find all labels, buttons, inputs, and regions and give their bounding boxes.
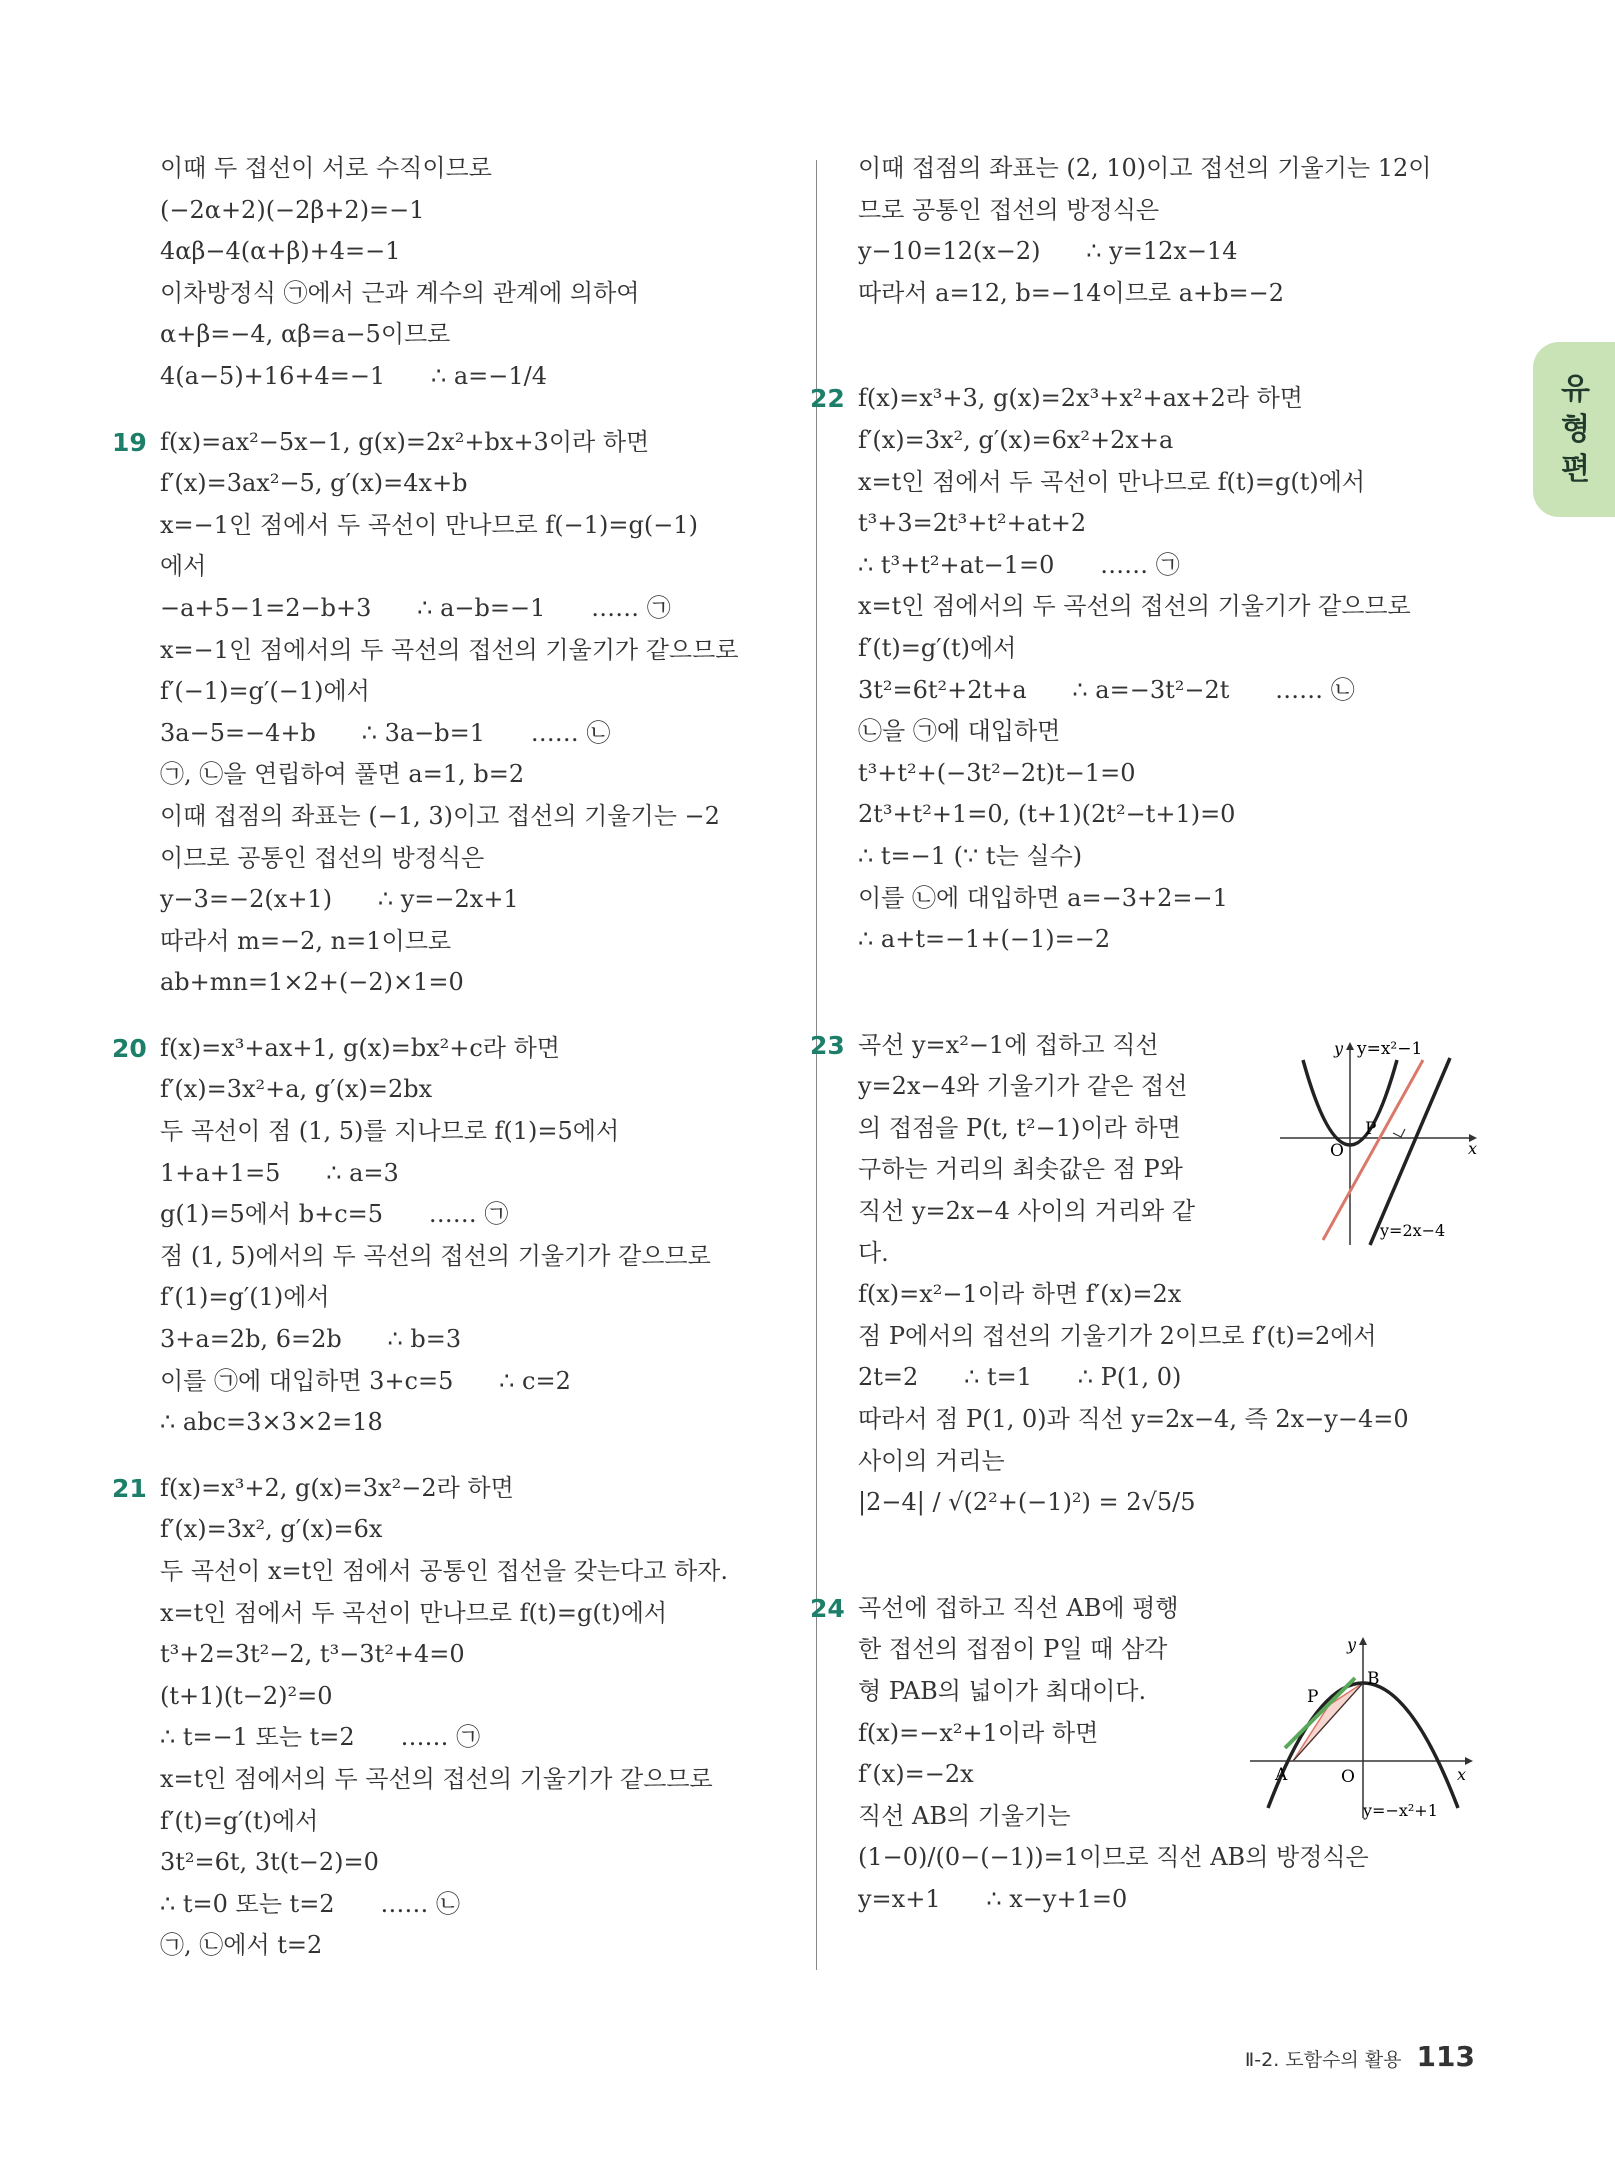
text-line: ㉠, ㉡을 연립하여 풀면 a=1, b=2	[160, 760, 525, 789]
text-line: f(x)=−x²+1이라 하면	[858, 1718, 1099, 1747]
figure-problem-24	[1245, 1628, 1490, 1828]
text-line: 이를 ㉡에 대입하면 a=−3+2=−1	[858, 883, 1228, 912]
text-line: 두 곡선이 점 (1, 5)를 지나므로 f(1)=5에서	[160, 1117, 620, 1146]
text-line: ∴ abc=3×3×2=18	[160, 1408, 383, 1437]
origin-label: O	[1341, 1767, 1355, 1787]
section-tab-label: 유형편	[1561, 372, 1590, 487]
text-line: t³+t²+(−3t²−2t)t−1=0	[858, 758, 1136, 787]
text-line: f′(t)=g′(t)에서	[160, 1806, 319, 1835]
text-line: f(x)=x²−1이라 하면 f′(x)=2x	[858, 1280, 1182, 1309]
text-line: (−2α+2)(−2β+2)=−1	[160, 195, 425, 224]
line-label: y=2x−4	[1380, 1221, 1446, 1240]
problem-number: 22	[810, 384, 845, 414]
x-axis-label: x	[1457, 1765, 1467, 1784]
text-line: f′(1)=g′(1)에서	[160, 1283, 330, 1312]
problem-continued-right	[858, 148, 1498, 314]
text-line: 이므로 공통인 접선의 방정식은	[160, 843, 485, 872]
text-line: 이를 ㉠에 대입하면 3+c=5 ∴ c=2	[160, 1366, 571, 1395]
text-line: f′(x)=3ax²−5, g′(x)=4x+b	[160, 469, 468, 498]
text-line: 의 접점을 P(t, t²−1)이라 하면	[858, 1113, 1181, 1142]
text-line: α+β=−4, αβ=a−5이므로	[160, 320, 451, 349]
point-p-label: P	[1307, 1687, 1319, 1707]
text-line: f(x)=x³+2, g(x)=3x²−2라 하면	[160, 1473, 514, 1502]
text-line: x=t인 점에서 두 곡선이 만나므로 f(t)=g(t)에서	[160, 1598, 668, 1627]
text-line: 이때 두 접선이 서로 수직이므로	[160, 154, 492, 182]
text-line: 3t²=6t²+2t+a ∴ a=−3t²−2t …… ㉡	[858, 675, 1355, 704]
text-line: 따라서 점 P(1, 0)과 직선 y=2x−4, 즉 2x−y−4=0	[858, 1405, 1409, 1434]
text-line: 점 (1, 5)에서의 두 곡선의 접선의 기울기가 같으므로	[160, 1241, 711, 1270]
text-line: ㉡을 ㉠에 대입하면	[858, 717, 1061, 746]
curve-label: y=x²−1	[1357, 1039, 1423, 1059]
tangent-line	[1285, 1678, 1355, 1748]
y-axis-arrow-icon	[1346, 1042, 1354, 1050]
text-line: 점 P에서의 접선의 기울기가 2이므로 f′(t)=2에서	[858, 1321, 1377, 1350]
point-b-label: B	[1367, 1669, 1380, 1689]
text-line: |2−4| / √(2²+(−1)²) = 2√5/5	[858, 1488, 1196, 1517]
text-line: g(1)=5에서 b+c=5 …… ㉠	[160, 1200, 509, 1229]
text-line: f′(−1)=g′(−1)에서	[160, 677, 370, 706]
text-line: 므로 공통인 접선의 방정식은	[858, 195, 1160, 224]
point-p-label: P	[1365, 1119, 1377, 1139]
text-line: t³+2=3t²−2, t³−3t²+4=0	[160, 1640, 465, 1669]
problem-21	[112, 1468, 800, 1967]
text-line: 에서	[160, 552, 207, 581]
origin-label: O	[1330, 1141, 1344, 1161]
left-column	[112, 148, 800, 1967]
text-line: 직선 y=2x−4 사이의 거리와 같	[858, 1197, 1196, 1226]
text-line: ∴ t=−1 또는 t=2 …… ㉠	[160, 1723, 481, 1752]
text-line: ∴ t³+t²+at−1=0 …… ㉠	[858, 550, 1180, 579]
text-line: 이때 접점의 좌표는 (2, 10)이고 접선의 기울기는 12이	[858, 154, 1432, 182]
text-line: 따라서 a=12, b=−14이므로 a+b=−2	[858, 278, 1284, 307]
text-line: x=−1인 점에서 두 곡선이 만나므로 f(−1)=g(−1)	[160, 510, 698, 539]
text-line: 곡선 y=x²−1에 접하고 직선	[858, 1030, 1159, 1059]
problem-19	[112, 422, 800, 1004]
page-footer	[1245, 2040, 1475, 2073]
problem-number: 23	[810, 1030, 845, 1060]
text-line: 한 접선의 접점이 P일 때 삼각	[858, 1635, 1168, 1664]
y-axis-label: y	[1347, 1635, 1357, 1654]
text-line: 직선 AB의 기울기는	[858, 1801, 1071, 1830]
problem-number: 19	[112, 427, 147, 457]
text-line: y=2x−4와 기울기가 같은 접선	[858, 1072, 1188, 1101]
text-line: ∴ a+t=−1+(−1)=−2	[858, 925, 1111, 954]
y-axis-arrow-icon	[1359, 1637, 1367, 1645]
footer-section: Ⅱ-2. 도함수의 활용	[1244, 2049, 1402, 2071]
section-tab	[1533, 342, 1615, 517]
text-line: f(x)=x³+ax+1, g(x)=bx²+c라 하면	[160, 1033, 560, 1062]
text-line: 형 PAB의 넓이가 최대이다.	[858, 1677, 1147, 1705]
text-line: −a+5−1=2−b+3 ∴ a−b=−1 …… ㉠	[160, 593, 671, 622]
text-line: 따라서 m=−2, n=1이므로	[160, 926, 452, 955]
text-line: f′(x)=3x², g′(x)=6x²+2x+a	[858, 425, 1174, 454]
figure-problem-23	[1275, 1030, 1485, 1255]
text-line: 4(a−5)+16+4=−1 ∴ a=−1/4	[160, 361, 548, 390]
text-line: x=t인 점에서 두 곡선이 만나므로 f(t)=g(t)에서	[858, 467, 1366, 496]
text-line: y−3=−2(x+1) ∴ y=−2x+1	[160, 885, 519, 914]
problem-number: 21	[112, 1473, 147, 1503]
text-line: ㉠, ㉡에서 t=2	[160, 1931, 323, 1960]
text-line: 두 곡선이 x=t인 점에서 공통인 접선을 갖는다고 하자.	[160, 1557, 728, 1585]
problem-continued-left	[160, 148, 800, 398]
text-line: x=t인 점에서의 두 곡선의 접선의 기울기가 같으므로	[160, 1764, 713, 1793]
page-number: 113	[1416, 2040, 1475, 2073]
curve-label: y=−x²+1	[1363, 1801, 1438, 1820]
text-line: f(x)=ax²−5x−1, g(x)=2x²+bx+3이라 하면	[160, 427, 650, 456]
problem-number: 20	[112, 1033, 147, 1063]
text-line: 사이의 거리는	[858, 1446, 1005, 1475]
point-a-label: A	[1275, 1765, 1288, 1785]
text-line: f′(x)=−2x	[858, 1760, 974, 1789]
text-line: f(x)=x³+3, g(x)=2x³+x²+ax+2라 하면	[858, 384, 1303, 413]
text-line: ab+mn=1×2+(−2)×1=0	[160, 968, 464, 997]
text-line: 3a−5=−4+b ∴ 3a−b=1 …… ㉡	[160, 718, 611, 747]
text-line: 1+a+1=5 ∴ a=3	[160, 1158, 399, 1187]
text-line: 이차방정식 ㉠에서 근과 계수의 관계에 의하여	[160, 278, 640, 307]
text-line: (t+1)(t−2)²=0	[160, 1681, 333, 1710]
text-line: y=x+1 ∴ x−y+1=0	[858, 1884, 1128, 1913]
problem-number: 24	[810, 1593, 845, 1623]
text-line: f′(x)=3x²+a, g′(x)=2bx	[160, 1075, 433, 1104]
x-axis-arrow-icon	[1465, 1757, 1473, 1765]
text-line: x=−1인 점에서의 두 곡선의 접선의 기울기가 같으므로	[160, 635, 739, 664]
problem-20	[112, 1028, 800, 1444]
text-line: f′(t)=g′(t)에서	[858, 633, 1017, 662]
text-line: 3t²=6t, 3t(t−2)=0	[160, 1848, 379, 1877]
text-line: 2t=2 ∴ t=1 ∴ P(1, 0)	[858, 1363, 1182, 1392]
text-line: t³+3=2t³+t²+at+2	[858, 509, 1087, 538]
text-line: f′(x)=3x², g′(x)=6x	[160, 1515, 383, 1544]
text-line: 2t³+t²+1=0, (t+1)(2t²−t+1)=0	[858, 800, 1236, 829]
line-ab	[1293, 1683, 1363, 1761]
text-line: (1−0)/(0−(−1))=1이므로 직선 AB의 방정식은	[858, 1843, 1369, 1872]
text-line: 곡선에 접하고 직선 AB에 평행	[858, 1593, 1179, 1622]
text-line: 이때 접점의 좌표는 (−1, 3)이고 접선의 기울기는 −2	[160, 801, 720, 830]
text-line: 다.	[858, 1238, 889, 1267]
y-axis-label: y	[1334, 1039, 1344, 1058]
text-line: ∴ t=0 또는 t=2 …… ㉡	[160, 1889, 460, 1918]
text-line: 구하는 거리의 최솟값은 점 P와	[858, 1155, 1183, 1184]
text-line: y−10=12(x−2) ∴ y=12x−14	[858, 237, 1238, 266]
text-line: ∴ t=−1 (∵ t는 실수)	[858, 841, 1083, 870]
text-line: 3+a=2b, 6=2b ∴ b=3	[160, 1325, 462, 1354]
problem-22	[810, 378, 1498, 960]
text-line: x=t인 점에서의 두 곡선의 접선의 기울기가 같으므로	[858, 592, 1411, 621]
right-angle-mark	[1393, 1129, 1405, 1137]
x-axis-label: x	[1468, 1139, 1478, 1158]
text-line: 4αβ−4(α+β)+4=−1	[160, 237, 401, 266]
